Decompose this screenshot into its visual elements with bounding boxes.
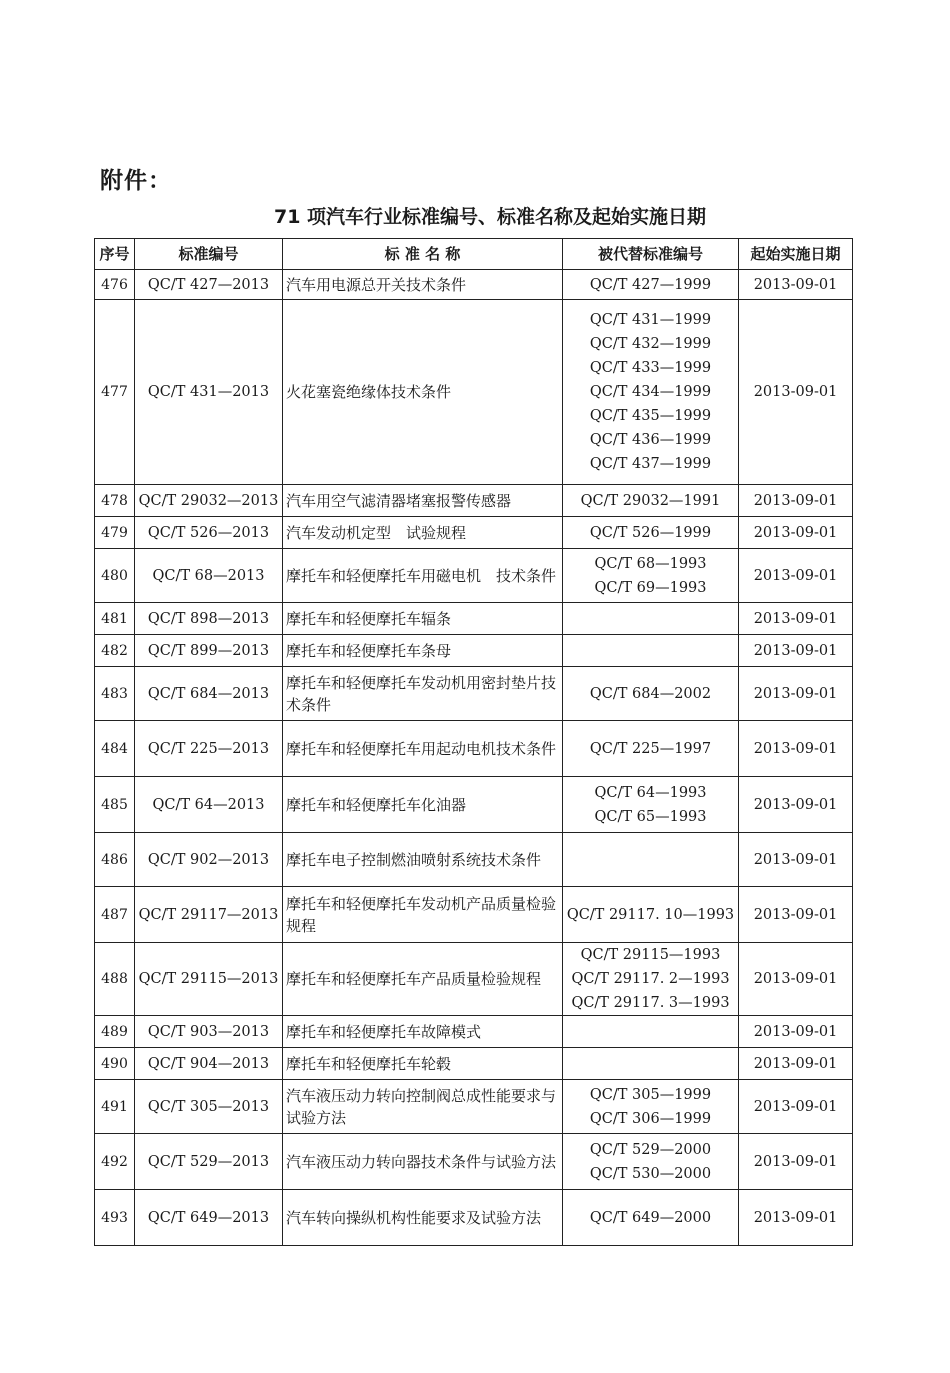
cell-standard-code: QC/T 68—2013 (135, 549, 283, 603)
cell-standard-name: 汽车液压动力转向控制阀总成性能要求与试验方法 (283, 1080, 563, 1134)
cell-index: 484 (95, 721, 135, 777)
cell-start-date: 2013-09-01 (739, 1048, 853, 1080)
table-row (95, 777, 853, 833)
cell-standard-code: QC/T 305—2013 (135, 1080, 283, 1134)
replaced-code: QC/T 437—1999 (589, 456, 712, 472)
cell-standard-name: 火花塞瓷绝缘体技术条件 (283, 300, 563, 485)
cell-standard-code: QC/T 29032—2013 (135, 485, 283, 517)
cell-standard-name: 摩托车和轻便摩托车化油器 (283, 777, 563, 833)
cell-standard-name: 汽车转向操纵机构性能要求及试验方法 (283, 1190, 563, 1246)
table-row (95, 833, 853, 887)
cell-start-date: 2013-09-01 (739, 777, 853, 833)
replaced-code: QC/T 526—1999 (589, 524, 712, 541)
table-row (95, 887, 853, 943)
cell-start-date: 2013-09-01 (739, 549, 853, 603)
cell-start-date: 2013-09-01 (739, 1134, 853, 1190)
cell-index: 486 (95, 833, 135, 887)
cell-standard-name: 摩托车和轻便摩托车发动机产品质量检验规程 (283, 887, 563, 943)
replaced-code: QC/T 305—1999 (589, 1086, 712, 1103)
cell-replaced-codes (563, 721, 739, 777)
replaced-code: QC/T 435—1999 (589, 408, 712, 424)
cell-start-date: 2013-09-01 (739, 833, 853, 887)
cell-start-date: 2013-09-01 (739, 887, 853, 943)
replaced-code: QC/T 29117. 10—1993 (566, 906, 735, 923)
cell-replaced-codes (563, 1080, 739, 1134)
cell-index: 493 (95, 1190, 135, 1246)
replaced-code: QC/T 68—1993 (594, 555, 707, 572)
replaced-code: QC/T 225—1997 (589, 740, 712, 757)
cell-standard-code: QC/T 427—2013 (135, 270, 283, 300)
cell-start-date: 2013-09-01 (739, 270, 853, 300)
cell-start-date: 2013-09-01 (739, 635, 853, 667)
replaced-code: QC/T 29115—1993 (580, 947, 721, 963)
table-row (95, 549, 853, 603)
cell-replaced-codes (563, 635, 739, 667)
cell-index: 492 (95, 1134, 135, 1190)
cell-standard-name: 汽车用空气滤清器堵塞报警传感器 (283, 485, 563, 517)
document-title: 71 项汽车行业标准编号、标准名称及起始实施日期 (273, 206, 707, 228)
replaced-code: QC/T 29117. 3—1993 (571, 995, 730, 1011)
cell-replaced-codes (563, 1048, 739, 1080)
cell-replaced-codes (563, 517, 739, 549)
header-date: 起始实施日期 (739, 239, 853, 270)
cell-replaced-codes (563, 270, 739, 300)
cell-replaced-codes (563, 667, 739, 721)
cell-standard-name: 汽车液压动力转向器技术条件与试验方法 (283, 1134, 563, 1190)
cell-index: 487 (95, 887, 135, 943)
replaced-code: QC/T 529—2000 (589, 1141, 712, 1158)
table-row (95, 270, 853, 300)
table-row (95, 603, 853, 635)
cell-standard-name: 摩托车和轻便摩托车轮毂 (283, 1048, 563, 1080)
table-row (95, 667, 853, 721)
replaced-code: QC/T 530—2000 (589, 1165, 712, 1182)
cell-standard-code: QC/T 904—2013 (135, 1048, 283, 1080)
cell-start-date: 2013-09-01 (739, 943, 853, 1016)
replaced-code: QC/T 434—1999 (589, 384, 712, 400)
cell-index: 479 (95, 517, 135, 549)
cell-replaced-codes (563, 485, 739, 517)
cell-standard-code: QC/T 64—2013 (135, 777, 283, 833)
cell-standard-code: QC/T 529—2013 (135, 1134, 283, 1190)
cell-index: 476 (95, 270, 135, 300)
header-name: 标 准 名 称 (283, 239, 563, 270)
replaced-code: QC/T 306—1999 (589, 1110, 712, 1127)
cell-standard-name: 摩托车和轻便摩托车条母 (283, 635, 563, 667)
cell-index: 482 (95, 635, 135, 667)
cell-start-date: 2013-09-01 (739, 300, 853, 485)
cell-standard-code: QC/T 684—2013 (135, 667, 283, 721)
table-row (95, 517, 853, 549)
cell-index: 477 (95, 300, 135, 485)
cell-replaced-codes (563, 1016, 739, 1048)
cell-start-date: 2013-09-01 (739, 1190, 853, 1246)
cell-standard-code: QC/T 903—2013 (135, 1016, 283, 1048)
header-code: 标准编号 (135, 239, 283, 270)
replaced-code: QC/T 69—1993 (594, 579, 707, 596)
cell-start-date: 2013-09-01 (739, 603, 853, 635)
cell-index: 491 (95, 1080, 135, 1134)
cell-standard-name: 摩托车和轻便摩托车发动机用密封垫片技术条件 (283, 667, 563, 721)
cell-index: 481 (95, 603, 135, 635)
cell-start-date: 2013-09-01 (739, 485, 853, 517)
table-row (95, 485, 853, 517)
cell-replaced-codes (563, 887, 739, 943)
cell-replaced-codes (563, 943, 739, 1016)
replaced-code: QC/T 427—1999 (589, 276, 712, 293)
table-row (95, 635, 853, 667)
cell-index: 488 (95, 943, 135, 1016)
cell-start-date: 2013-09-01 (739, 667, 853, 721)
cell-replaced-codes (563, 300, 739, 485)
cell-replaced-codes (563, 1190, 739, 1246)
cell-start-date: 2013-09-01 (739, 517, 853, 549)
replaced-code: QC/T 432—1999 (589, 336, 712, 352)
cell-standard-name: 摩托车和轻便摩托车产品质量检验规程 (283, 943, 563, 1016)
cell-standard-name: 摩托车电子控制燃油喷射系统技术条件 (283, 833, 563, 887)
cell-standard-code: QC/T 526—2013 (135, 517, 283, 549)
cell-standard-name: 摩托车和轻便摩托车用起动电机技术条件 (283, 721, 563, 777)
replaced-code: QC/T 433—1999 (589, 360, 712, 376)
replaced-code: QC/T 64—1993 (594, 784, 707, 801)
cell-replaced-codes (563, 777, 739, 833)
cell-start-date: 2013-09-01 (739, 721, 853, 777)
replaced-code: QC/T 431—1999 (589, 312, 712, 328)
attachment-heading: 附件： (100, 168, 172, 194)
cell-index: 478 (95, 485, 135, 517)
replaced-code: QC/T 649—2000 (589, 1209, 712, 1226)
table-row (95, 1016, 853, 1048)
cell-index: 483 (95, 667, 135, 721)
cell-replaced-codes (563, 603, 739, 635)
cell-replaced-codes (563, 833, 739, 887)
cell-replaced-codes (563, 1134, 739, 1190)
cell-standard-code: QC/T 649—2013 (135, 1190, 283, 1246)
table-row (95, 721, 853, 777)
cell-index: 480 (95, 549, 135, 603)
table-row (95, 300, 853, 485)
replaced-code: QC/T 65—1993 (594, 808, 707, 825)
cell-standard-name: 摩托车和轻便摩托车辐条 (283, 603, 563, 635)
cell-standard-code: QC/T 29115—2013 (135, 943, 283, 1016)
cell-standard-code: QC/T 431—2013 (135, 300, 283, 485)
cell-index: 490 (95, 1048, 135, 1080)
header-index: 序号 (95, 239, 135, 270)
cell-start-date: 2013-09-01 (739, 1080, 853, 1134)
table-header-row (95, 239, 853, 270)
table-row (95, 1134, 853, 1190)
replaced-code: QC/T 684—2002 (589, 685, 712, 702)
cell-standard-code: QC/T 898—2013 (135, 603, 283, 635)
header-replaces: 被代替标准编号 (563, 239, 739, 270)
replaced-code: QC/T 436—1999 (589, 432, 712, 448)
table-row (95, 1190, 853, 1246)
cell-index: 489 (95, 1016, 135, 1048)
cell-standard-code: QC/T 902—2013 (135, 833, 283, 887)
cell-standard-name: 摩托车和轻便摩托车故障模式 (283, 1016, 563, 1048)
table-row (95, 943, 853, 1016)
cell-standard-code: QC/T 899—2013 (135, 635, 283, 667)
cell-replaced-codes (563, 549, 739, 603)
replaced-code: QC/T 29032—1991 (580, 492, 721, 509)
cell-standard-name: 汽车发动机定型 试验规程 (283, 517, 563, 549)
cell-standard-code: QC/T 225—2013 (135, 721, 283, 777)
table-row (95, 1080, 853, 1134)
table-row (95, 1048, 853, 1080)
cell-index: 485 (95, 777, 135, 833)
cell-standard-code: QC/T 29117—2013 (135, 887, 283, 943)
replaced-code: QC/T 29117. 2—1993 (571, 971, 730, 987)
cell-standard-name: 汽车用电源总开关技术条件 (283, 270, 563, 300)
cell-standard-name: 摩托车和轻便摩托车用磁电机 技术条件 (283, 549, 563, 603)
standards-table (94, 238, 853, 1246)
cell-start-date: 2013-09-01 (739, 1016, 853, 1048)
